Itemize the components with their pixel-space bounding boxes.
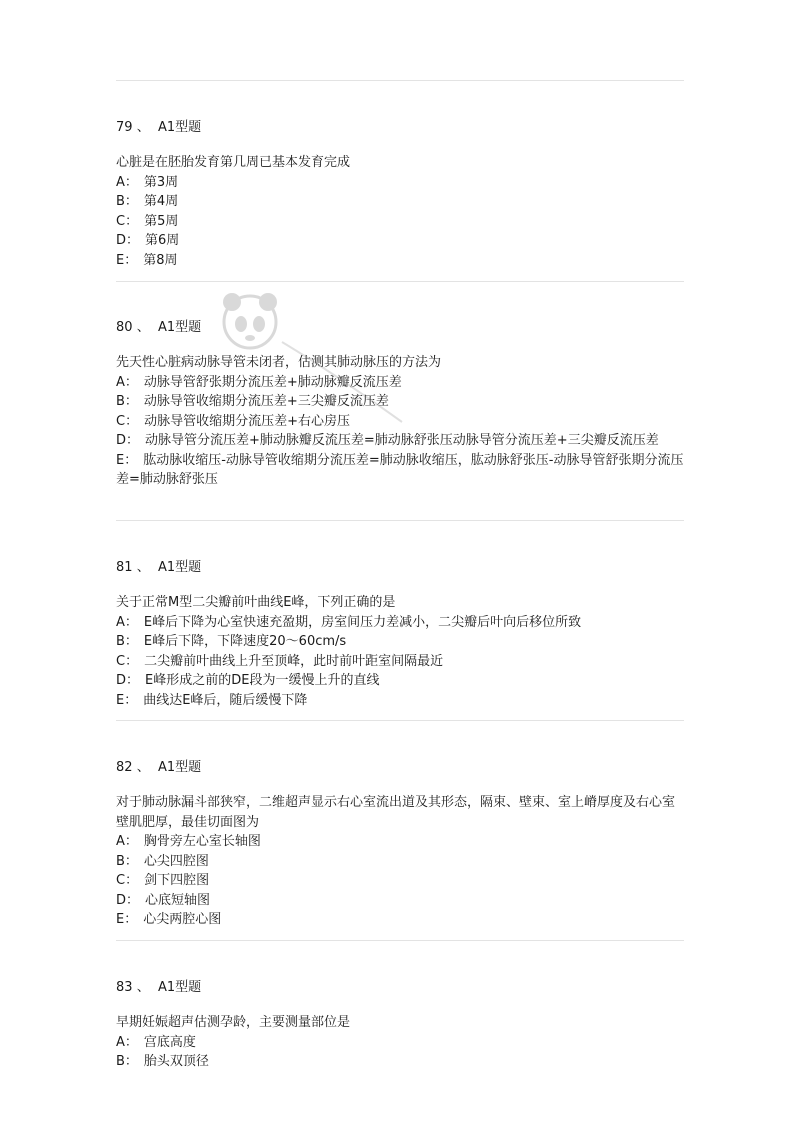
option-d	[116, 431, 684, 451]
option-letter: C：	[116, 213, 139, 229]
option-c	[116, 652, 684, 672]
option-d	[116, 231, 684, 251]
option-text: 曲线达E峰后，随后缓慢下降	[143, 692, 308, 708]
option-e	[116, 251, 684, 271]
option-letter: D：	[116, 433, 140, 448]
option-text: E峰形成之前的DE段为一缓慢上升的直线	[145, 673, 380, 688]
option-d	[116, 671, 684, 691]
document-page	[116, 0, 684, 1132]
question-number: 81	[116, 560, 133, 575]
option-a	[116, 173, 684, 193]
question-81	[116, 558, 684, 710]
question-separator: 、	[136, 560, 150, 575]
option-text: 动脉导管舒张期分流压差+肺动脉瓣反流压差	[143, 374, 402, 390]
question-80	[116, 318, 684, 490]
option-letter: D：	[116, 233, 140, 248]
option-letter: D：	[116, 892, 140, 908]
option-text: 心底短轴图	[145, 892, 211, 908]
option-text: 宫底高度	[143, 1034, 196, 1050]
option-letter: C：	[116, 653, 139, 669]
option-b	[116, 852, 684, 872]
divider	[116, 520, 684, 521]
question-number: 83	[116, 980, 133, 995]
divider	[116, 281, 684, 282]
question-82	[116, 758, 684, 930]
divider	[116, 720, 684, 721]
option-b	[116, 632, 684, 652]
option-text: 剑下四腔图	[144, 873, 210, 888]
question-separator: 、	[136, 760, 150, 775]
question-separator: 、	[136, 320, 150, 335]
option-letter: E：	[116, 452, 138, 468]
option-letter: B：	[116, 1054, 138, 1069]
question-79	[116, 118, 684, 270]
option-text: 动脉导管分流压差+肺动脉瓣反流压差=肺动脉舒张压动脉导管分流压差+三尖瓣反流压差	[145, 433, 659, 448]
option-text: 第6周	[145, 233, 180, 248]
question-type: A1型题	[157, 120, 202, 135]
question-separator: 、	[136, 980, 150, 995]
option-text: 第3周	[143, 174, 179, 190]
question-number: 79	[116, 120, 133, 135]
option-text: 心尖两腔心图	[143, 912, 222, 927]
option-text: 动脉导管收缩期分流压差+右心房压	[144, 413, 350, 429]
question-number: 80	[116, 320, 133, 335]
question-stem: 对于肺动脉漏斗部狭窄，二维超声显示右心室流出道及其形态，隔束、壁束、室上嵴厚度及右心室壁肌肥厚，最佳切面图为	[116, 795, 676, 830]
question-stem: 心脏是在胚胎发育第几周已基本发育完成	[116, 155, 351, 170]
question-separator: 、	[136, 120, 150, 135]
option-letter: A：	[116, 834, 138, 849]
question-header	[116, 978, 684, 998]
option-c	[116, 212, 684, 232]
option-c	[116, 871, 684, 891]
option-letter: A：	[116, 614, 138, 630]
option-letter: B：	[116, 394, 138, 409]
option-e	[116, 691, 684, 711]
option-letter: E：	[116, 692, 138, 708]
option-a	[116, 1033, 684, 1053]
option-a	[116, 613, 684, 633]
option-b	[116, 1052, 684, 1072]
option-text: 二尖瓣前叶曲线上升至顶峰，此时前叶距室间隔最近	[144, 653, 444, 669]
option-a	[116, 832, 684, 852]
option-e	[116, 910, 684, 930]
option-c	[116, 412, 684, 432]
question-type: A1型题	[157, 980, 202, 995]
option-b	[116, 392, 684, 412]
option-d	[116, 891, 684, 911]
option-text: 心尖四腔图	[143, 853, 209, 869]
question-number: 82	[116, 760, 133, 775]
question-header	[116, 758, 684, 778]
option-letter: D：	[116, 673, 140, 688]
option-letter: E：	[116, 912, 138, 927]
question-83	[116, 978, 684, 1072]
question-header	[116, 558, 684, 578]
option-e	[116, 451, 684, 490]
option-text: 第8周	[143, 252, 178, 268]
question-header	[116, 118, 684, 138]
option-text: 胎头双顶径	[143, 1054, 209, 1069]
option-a	[116, 373, 684, 393]
option-text: 第4周	[143, 194, 179, 209]
option-text: 肱动脉收缩压-动脉导管收缩期分流压差=肺动脉收缩压，肱动脉舒张压-动脉导管舒张期分流压差=肺动脉舒张压	[116, 452, 684, 487]
question-stem: 先天性心脏病动脉导管未闭者，估测其肺动脉压的方法为	[116, 355, 442, 370]
option-letter: C：	[116, 873, 139, 888]
option-text: 第5周	[144, 213, 179, 229]
question-type: A1型题	[157, 760, 202, 775]
divider	[116, 80, 684, 81]
option-letter: B：	[116, 634, 138, 649]
option-letter: B：	[116, 853, 138, 869]
option-letter: A：	[116, 374, 138, 390]
question-stem: 早期妊娠超声估测孕龄，主要测量部位是	[116, 1015, 351, 1030]
option-letter: E：	[116, 252, 138, 268]
option-text: E峰后下降，下降速度20～60cm/s	[143, 634, 347, 649]
option-text: 胸骨旁左心室长轴图	[143, 834, 261, 849]
option-letter: A：	[116, 1034, 138, 1050]
option-letter: A：	[116, 174, 138, 190]
question-type: A1型题	[157, 560, 202, 575]
question-stem: 关于正常M型二尖瓣前叶曲线E峰，下列正确的是	[116, 595, 396, 610]
option-text: 动脉导管收缩期分流压差+三尖瓣反流压差	[143, 394, 389, 409]
question-type: A1型题	[157, 320, 202, 335]
option-text: E峰后下降为心室快速充盈期，房室间压力差减小，二尖瓣后叶向后移位所致	[143, 614, 582, 630]
option-b	[116, 192, 684, 212]
divider	[116, 940, 684, 941]
option-letter: B：	[116, 194, 138, 209]
option-letter: C：	[116, 413, 139, 429]
question-header	[116, 318, 684, 338]
